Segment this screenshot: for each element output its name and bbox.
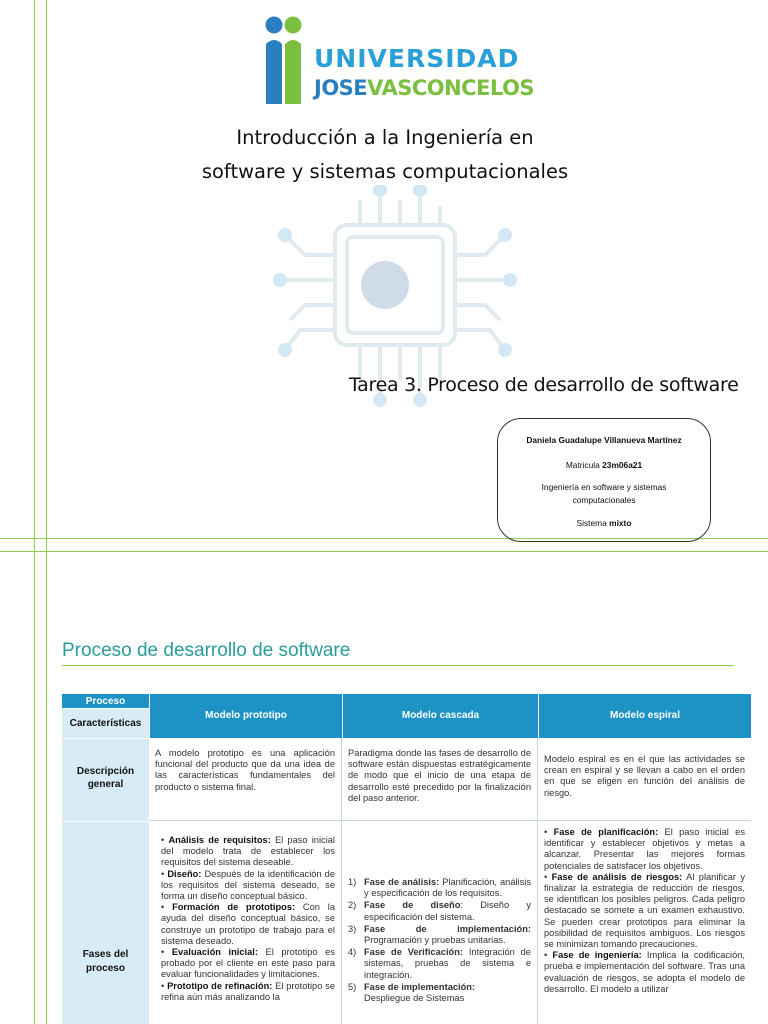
phase-title: Evaluación inicial: — [171, 947, 258, 958]
student-system — [498, 518, 710, 528]
espiral-phase: • Fase de ingeniería: Implica la codificación, prueba e implementación del software. Tras una evaluación de riesgos, se adopta el modelo de desarrollo. El modelo a utilizar — [544, 950, 746, 994]
cascada-phase — [348, 947, 531, 981]
course-title-line-1: Introducción a la Ingeniería en — [236, 126, 534, 149]
course-title-line-2: software y sistemas computacionales — [201, 160, 569, 183]
student-matricula — [498, 460, 710, 470]
row-label-fases — [62, 821, 149, 1024]
cell-cascada-descripcion: Paradigma donde las fases de desarrollo de software están dispuestas estratégicamente de modo que el inicio de una etapa de desarrollo esté precedido por la finalización del paso anterior. — [342, 738, 538, 821]
phase-text: Al planificar y finalizar la estrategia de reducción de riesgos, se identifican los posibles peligros. Cada peligro destacado se somete a un examen exhaustivo. Se pueden crear prototipos para eliminar la posibilidad de requisitos ambiguos. Los riesgos se minimizan tomando precauciones. — [544, 871, 745, 950]
cascada-phase — [348, 982, 531, 1004]
phase-text: El prototipo se refina aún más analizando la — [161, 980, 335, 1002]
prototipo-phase: • Evaluación inicial: El prototipo es probado por el cliente en este paso para evaluar funcionalidades y limitaciones. — [161, 947, 335, 980]
row-label-descripcion — [62, 738, 149, 821]
espiral-phase: • Fase de planificación: El paso inicial es identificar y establecer objetivos y metas a alcanzar. Presentar las mejores formas potenciales de satisfacer los objetivos. — [544, 827, 745, 871]
prototipo-phase: • Diseño: Después de la identificación de los requisitos del sistema deseado, se forma un diseño conceptual básico. — [161, 868, 335, 902]
phase-number: 4) — [348, 947, 357, 958]
system-label: Sistema — [576, 518, 610, 528]
cascada-phase — [348, 900, 531, 922]
phase-text: El prototipo es probado por el cliente en este paso para evaluar funcionalidades y limitaciones. — [161, 947, 335, 980]
phase-text: El paso inicial del modelo trata de establecer los requisitos del sistema deseable. — [161, 835, 335, 868]
phase-number: 3) — [348, 923, 357, 934]
phase-number: 2) — [348, 900, 357, 911]
task-title: Tarea 3. Proceso de desarrollo de software — [349, 374, 739, 396]
column-header-prototipo: Modelo prototipo — [149, 694, 342, 738]
logo-line-2 — [314, 76, 534, 100]
espiral-phase: • Fase de análisis de riesgos: Al planificar y finalizar la estrategia de reducción de riesgos, se identifican los posibles peligros. Cada peligro destacado se somete a un examen exhaustivo. Se pueden crear prototipos para eliminar la posibilidad de requisitos ambiguos. Los riesgos se minimizan tomando precauciones. — [544, 871, 745, 950]
student-name: Daniela Guadalupe Villanueva Martínez — [526, 435, 682, 445]
program-line-1: Ingeniería en software y sistemas — [541, 482, 667, 492]
row-label-fases-line-1: Fases del — [82, 949, 129, 960]
phase-text: Planificación, análisis y especificación de los requisitos. — [364, 877, 531, 899]
corner-header-caracteristicas: Características — [62, 709, 149, 738]
matricula-value: 23m06a21 — [602, 460, 643, 470]
course-title — [180, 121, 590, 189]
system-value: mixto — [609, 518, 632, 528]
phase-title: Fase de implementación: — [364, 923, 531, 934]
phase-title: Fase de planificación: — [553, 827, 659, 837]
phase-title: Diseño: — [167, 868, 202, 879]
program-line-2: computacionales — [572, 495, 636, 505]
cell-espiral-fases — [538, 821, 751, 1024]
phase-title: Fase de análisis: — [364, 877, 440, 887]
section-rule — [62, 665, 734, 666]
phase-text: Integración de sistemas, pruebas de sistema e integración. — [364, 947, 531, 980]
prototipo-phase: • Prototipo de refinación: El prototipo se refina aún más analizando la — [161, 980, 335, 1002]
phase-number: 1) — [348, 877, 357, 887]
cell-prototipo-fases — [149, 821, 342, 1024]
logo-figures-icon — [262, 14, 312, 108]
phase-number: 5) — [348, 981, 357, 992]
divider-line-2 — [0, 551, 768, 552]
phase-title: Fase de diseño — [364, 900, 461, 911]
student-info-box — [497, 418, 711, 542]
cell-espiral-descripcion: Modelo espiral es en el que las actividades se crean en espiral y se llevan a cabo en el orden en que se eligen en función del análisis de riesgo. — [538, 738, 751, 821]
row-label-descripcion-line-1: Descripción — [76, 766, 135, 777]
logo-jose: JOSE — [314, 76, 368, 100]
cascada-phase — [348, 924, 531, 946]
prototipo-phase: • Formación de prototipos: Con la ayuda del diseño conceptual básico, se construye un prototipo de trabajo para el sistema deseado. — [161, 902, 335, 946]
phase-text: Con la ayuda del diseño conceptual básico, se construye un prototipo de trabajo para el sistema deseado. — [161, 902, 335, 946]
phase-title: Fase de ingeniería: — [552, 950, 642, 961]
phase-title: Fase de análisis de riesgos: — [551, 871, 683, 882]
column-header-espiral: Modelo espiral — [538, 694, 751, 738]
column-header-cascada: Modelo cascada — [342, 694, 538, 738]
phase-text: : Diseño y especificación del sistema. — [364, 900, 532, 922]
logo-line-1: UNIVERSIDAD — [314, 44, 520, 73]
cascada-phase — [348, 877, 531, 899]
phase-text: Implica la codificación, prueba e implementación del software. Tras una evaluación de riesgos, se adopta el modelo de desarrollo. El modelo a utilizar — [544, 950, 746, 994]
margin-line-left-1 — [34, 0, 35, 1024]
row-label-fases-line-2: proceso — [86, 963, 125, 974]
phase-text: Despliegue de Sistemas — [364, 993, 465, 1004]
phase-title: Análisis de requisitos: — [168, 835, 271, 845]
cell-cascada-fases — [342, 821, 538, 1024]
university-logo — [262, 14, 535, 110]
phase-title: Fase de implementación: — [364, 981, 476, 992]
phase-title: Prototipo de refinación: — [167, 980, 273, 991]
phase-text: El paso inicial es identificar y establecer objetivos y metas a alcanzar. Presentar las mejores formas potenciales de satisfacer los objetivos. — [544, 827, 745, 871]
corner-header-proceso: Proceso — [62, 694, 149, 709]
matricula-label: Matricula — [565, 460, 603, 470]
section-title: Proceso de desarrollo de software — [62, 640, 351, 661]
phase-text: Programación y pruebas unitarias. — [364, 935, 506, 946]
prototipo-phase: • Análisis de requisitos: El paso inicial del modelo trata de establecer los requisitos del sistema deseable. — [161, 835, 335, 868]
row-label-descripcion-line-2: general — [87, 779, 124, 790]
logo-vasconcelos: VASCONCELOS — [367, 76, 535, 100]
phase-title: Fase de Verificación: — [364, 947, 463, 958]
margin-line-left-2 — [46, 0, 47, 1024]
cell-prototipo-descripcion: A modelo prototipo es una aplicación funcional del producto que da una idea de las características fundamentales del producto o sistema final. — [149, 738, 342, 821]
phase-text: Después de la identificación de los requisitos del sistema deseado, se forma un diseño conceptual básico. — [161, 868, 335, 902]
phase-title: Formación de prototipos: — [172, 902, 296, 913]
